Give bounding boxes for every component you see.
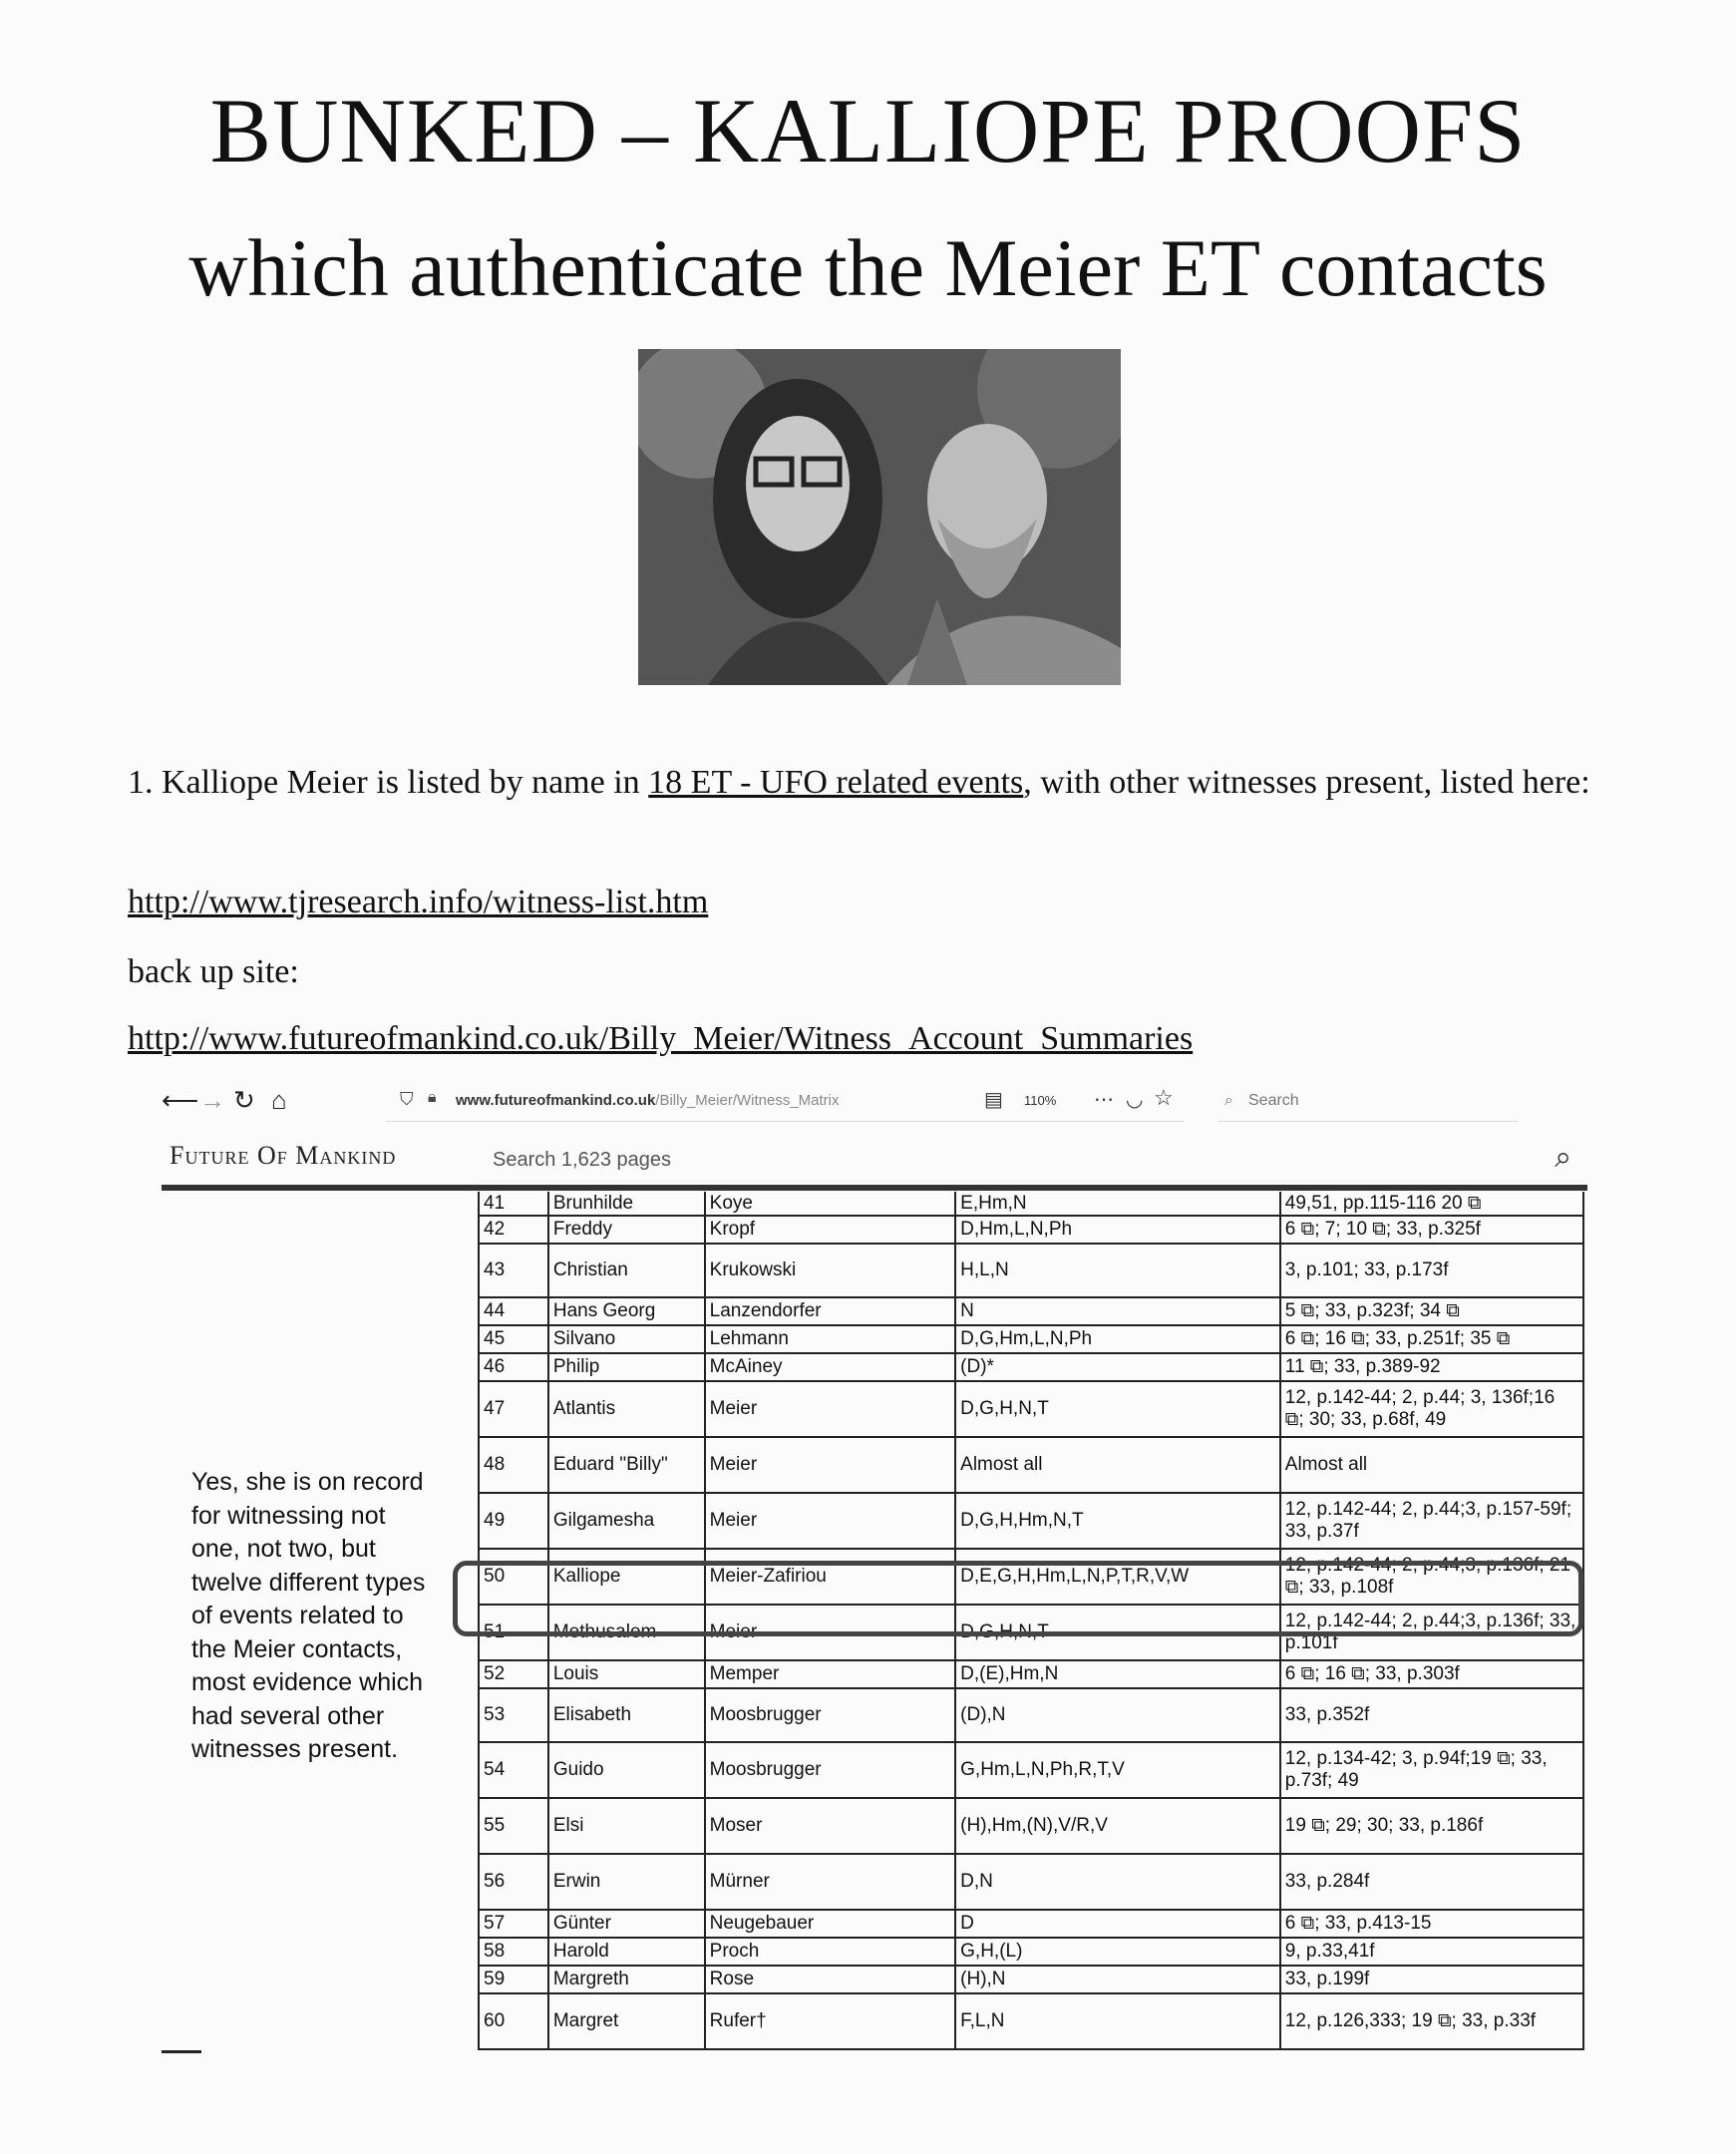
cell-last: Meier-Zafiriou [705, 1549, 955, 1605]
browser-search-placeholder: Search [1248, 1092, 1299, 1109]
cell-events: D,G,Hm,L,N,Ph [955, 1325, 1280, 1353]
table-row [479, 1216, 1583, 1244]
cell-last: Kropf [705, 1216, 955, 1244]
cell-events: D,E,G,H,Hm,L,N,P,T,R,V,W [955, 1549, 1280, 1605]
cell-last: Meier [705, 1493, 955, 1549]
cell-events: G,Hm,L,N,Ph,R,T,V [955, 1742, 1280, 1798]
cell-first: Louis [548, 1660, 705, 1688]
cell-events: D,G,H,N,T [955, 1605, 1280, 1660]
cell-num: 42 [479, 1216, 548, 1244]
url-path: /Billy_Meier/Witness_Matrix [655, 1092, 840, 1109]
page-title: BUNKED – KALLIOPE PROOFS [209, 80, 1527, 181]
cell-refs: 6 ⧉; 33, p.413-15 [1280, 1910, 1583, 1938]
table-row [479, 1244, 1583, 1297]
table-row [479, 1325, 1583, 1353]
paragraph-text-end: , with other witnesses present, listed here: [1023, 764, 1590, 801]
cell-first: Günter [548, 1910, 705, 1938]
cell-last: Krukowski [705, 1244, 955, 1297]
cell-events: (H),N [955, 1966, 1280, 1993]
cell-num: 56 [479, 1854, 548, 1910]
cell-events: D,Hm,L,N,Ph [955, 1216, 1280, 1244]
site-search-input[interactable] [479, 1135, 1585, 1182]
bookmark-star-icon[interactable]: ☆ [1154, 1085, 1174, 1110]
cell-events: D,G,H,N,T [955, 1381, 1280, 1437]
cell-events: D [955, 1910, 1280, 1938]
url-text[interactable] [456, 1092, 840, 1109]
cell-num: 52 [479, 1660, 548, 1688]
side-annotation: Yes, she is on record for witnessing not one, not two, but twelve different types of events related to the Meier contacts, most evidence which had several other witnesses present. [191, 1468, 426, 1763]
photo-illustration [638, 349, 1121, 685]
address-bar[interactable] [386, 1081, 1184, 1122]
forward-icon[interactable]: → [199, 1085, 225, 1115]
table-row [479, 1353, 1583, 1381]
futureofmankind-link[interactable]: http://www.futureofmankind.co.uk/Billy_Meier/Witness_Account_Summaries [128, 1020, 1194, 1057]
cell-num: 55 [479, 1798, 548, 1854]
tjresearch-link[interactable]: http://www.tjresearch.info/witness-list.htm [128, 884, 709, 920]
search-icon[interactable]: ⌕ [1555, 1141, 1571, 1174]
zoom-level[interactable]: 110% [1024, 1093, 1057, 1108]
table-row [479, 1854, 1583, 1910]
table-row [479, 1966, 1583, 1993]
cell-last: Meier [705, 1437, 955, 1493]
cell-num: 45 [479, 1325, 548, 1353]
table-row [479, 1798, 1583, 1854]
cell-refs: 12, p.134-42; 3, p.94f;19 ⧉; 33, p.73f; 49 [1280, 1742, 1583, 1798]
cell-first: Atlantis [548, 1381, 705, 1437]
cell-refs: 12, p.126,333; 19 ⧉; 33, p.33f [1280, 1993, 1583, 2049]
cell-events: E,Hm,N [955, 1192, 1280, 1216]
cell-events: Almost all [955, 1437, 1280, 1493]
table-row [479, 1192, 1583, 1216]
cell-num: 57 [479, 1910, 548, 1938]
cell-events: (H),Hm,(N),V/R,V [955, 1798, 1280, 1854]
cell-last: McAiney [705, 1353, 955, 1381]
cell-last: Meier [705, 1605, 955, 1660]
cell-num: 48 [479, 1437, 548, 1493]
cell-first: Guido [548, 1742, 705, 1798]
cell-num: 51 [479, 1605, 548, 1660]
cell-refs: 12, p.142-44; 2, p.44;3, p.136f; 21 ⧉; 33, p.108f [1280, 1549, 1583, 1605]
table-row [479, 1297, 1583, 1325]
cell-refs: 11 ⧉; 33, p.389-92 [1280, 1353, 1583, 1381]
cell-events: D,G,H,Hm,N,T [955, 1493, 1280, 1549]
portrait-photo [638, 349, 1121, 685]
cell-first: Hans Georg [548, 1297, 705, 1325]
header-divider [162, 1185, 1587, 1191]
site-logo[interactable]: Future Of Mankind [170, 1141, 397, 1170]
cell-num: 53 [479, 1688, 548, 1742]
cell-num: 50 [479, 1549, 548, 1605]
cell-events: D,(E),Hm,N [955, 1660, 1280, 1688]
cell-refs: 6 ⧉; 16 ⧉; 33, p.303f [1280, 1660, 1583, 1688]
back-icon[interactable]: ⟵ [162, 1085, 199, 1115]
table-row [479, 1660, 1583, 1688]
cell-refs: 33, p.284f [1280, 1854, 1583, 1910]
cell-last: Lehmann [705, 1325, 955, 1353]
cell-first: Eduard "Billy" [548, 1437, 705, 1493]
browser-screenshot [162, 1077, 1587, 2074]
table-row [479, 1742, 1583, 1798]
cell-num: 44 [479, 1297, 548, 1325]
cell-refs: 9, p.33,41f [1280, 1938, 1583, 1966]
cell-last: Mürner [705, 1854, 955, 1910]
cell-last: Moosbrugger [705, 1688, 955, 1742]
cell-last: Neugebauer [705, 1910, 955, 1938]
url-domain: www.futureofmankind.co.uk [456, 1092, 656, 1109]
cell-first: Margreth [548, 1966, 705, 1993]
shield-icon[interactable]: ⛉ [400, 1089, 414, 1109]
reload-icon[interactable]: ↻ [233, 1085, 255, 1115]
browser-search-box[interactable] [1218, 1081, 1518, 1122]
paragraph-witness-events [128, 758, 1623, 808]
page-subtitle: which authenticate the Meier ET contacts [188, 222, 1548, 313]
cell-refs: 33, p.352f [1280, 1688, 1583, 1742]
cell-last: Proch [705, 1938, 955, 1966]
backup-label: back up site: [128, 953, 299, 990]
site-search-placeholder: Search 1,623 pages [493, 1149, 672, 1171]
search-icon: ⌕ [1224, 1092, 1233, 1109]
cell-first: Freddy [548, 1216, 705, 1244]
cell-first: Erwin [548, 1854, 705, 1910]
cell-num: 47 [479, 1381, 548, 1437]
cell-last: Memper [705, 1660, 955, 1688]
cell-last: Koye [705, 1192, 955, 1216]
highlight-box-kalliope [453, 1561, 1583, 1636]
cell-first: Margret [548, 1993, 705, 2049]
home-icon[interactable]: ⌂ [271, 1085, 287, 1115]
cell-num: 43 [479, 1244, 548, 1297]
table-row [479, 1688, 1583, 1742]
cell-num: 49 [479, 1493, 548, 1549]
cell-first: Kalliope [548, 1549, 705, 1605]
table-row [479, 1381, 1583, 1437]
more-options-icon[interactable]: ⋯ [1094, 1089, 1114, 1111]
cell-events: N [955, 1297, 1280, 1325]
cell-first: Silvano [548, 1325, 705, 1353]
table-row [479, 1493, 1583, 1549]
cell-events: (D)* [955, 1353, 1280, 1381]
cell-last: Moser [705, 1798, 955, 1854]
cell-refs: 49,51, pp.115-116 20 ⧉ [1280, 1192, 1583, 1216]
cell-first: Gilgamesha [548, 1493, 705, 1549]
cell-first: Elisabeth [548, 1688, 705, 1742]
cell-refs: 19 ⧉; 29; 30; 33, p.186f [1280, 1798, 1583, 1854]
cell-refs: 6 ⧉; 16 ⧉; 33, p.251f; 35 ⧉ [1280, 1325, 1583, 1353]
cell-refs: 6 ⧉; 7; 10 ⧉; 33, p.325f [1280, 1216, 1583, 1244]
table-row [479, 1938, 1583, 1966]
cell-refs: 5 ⧉; 33, p.323f; 34 ⧉ [1280, 1297, 1583, 1325]
cell-events: G,H,(L) [955, 1938, 1280, 1966]
pocket-icon[interactable]: ◡ [1126, 1089, 1144, 1111]
cell-last: Rufer† [705, 1993, 955, 2049]
cell-last: Lanzendorfer [705, 1297, 955, 1325]
cell-num: 46 [479, 1353, 548, 1381]
cell-events: H,L,N [955, 1244, 1280, 1297]
cell-refs: Almost all [1280, 1437, 1583, 1493]
cell-events: F,L,N [955, 1993, 1280, 2049]
cell-first: Elsi [548, 1798, 705, 1854]
cell-first: Philip [548, 1353, 705, 1381]
cell-last: Meier [705, 1381, 955, 1437]
table-row [479, 1993, 1583, 2049]
cell-first: Christian [548, 1244, 705, 1297]
cell-first: Methusalem [548, 1605, 705, 1660]
reader-view-icon[interactable]: ▤ [984, 1089, 1003, 1111]
footer-divider [162, 2050, 201, 2053]
cell-last: Moosbrugger [705, 1742, 955, 1798]
cell-last: Rose [705, 1966, 955, 1993]
link-line-2 [128, 1014, 1623, 1064]
cell-first: Harold [548, 1938, 705, 1966]
paragraph-text-start: 1. Kalliope Meier is listed by name in [128, 764, 649, 801]
table-row [479, 1910, 1583, 1938]
cell-num: 54 [479, 1742, 548, 1798]
cell-refs: 3, p.101; 33, p.173f [1280, 1244, 1583, 1297]
cell-refs: 12, p.142-44; 2, p.44;3, p.157-59f; 33, p.37f [1280, 1493, 1583, 1549]
link-line-1 [128, 878, 1623, 927]
lock-icon[interactable]: 🔒︎ [428, 1089, 437, 1106]
cell-events: D,N [955, 1854, 1280, 1910]
cell-num: 41 [479, 1192, 548, 1216]
table-row [479, 1437, 1583, 1493]
events-link[interactable]: 18 ET - UFO related events [648, 764, 1024, 801]
cell-num: 60 [479, 1993, 548, 2049]
cell-first: Brunhilde [548, 1192, 705, 1216]
cell-events: (D),N [955, 1688, 1280, 1742]
cell-refs: 33, p.199f [1280, 1966, 1583, 1993]
cell-refs: 12, p.142-44; 2, p.44;3, p.136f; 33, p.101f [1280, 1605, 1583, 1660]
cell-refs: 12, p.142-44; 2, p.44; 3, 136f;16 ⧉; 30; 33, p.68f, 49 [1280, 1381, 1583, 1437]
cell-num: 58 [479, 1938, 548, 1966]
browser-toolbar [162, 1077, 1587, 1125]
cell-num: 59 [479, 1966, 548, 1993]
